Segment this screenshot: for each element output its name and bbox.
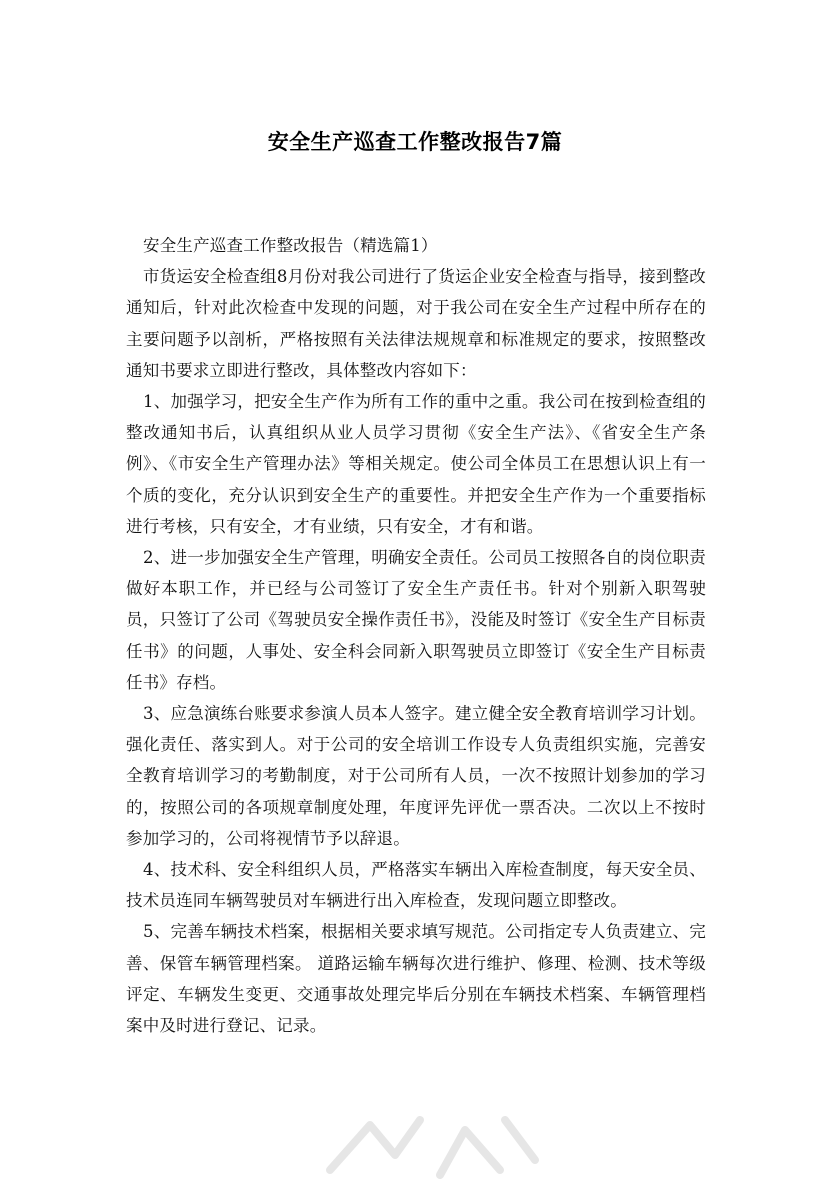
paragraph-item-2: 2、进一步加强安全生产管理，明确安全责任。公司员工按照各自的岗位职责做好本职工作，并已经与公司签订了安全生产责任书。针对个别新入职驾驶员，只签订了公司《驾驶员安全操作责任书》，没能及时签订《安全生产目标责任书》的问题，人事处、安全科会同新入职驾驶员立即签订《安全生产目标责任书》存档。 bbox=[126, 548, 706, 692]
section-heading: 安全生产巡查工作整改报告（精选篇1） bbox=[143, 236, 438, 255]
document-title: 安全生产巡查工作整改报告7篇 bbox=[267, 130, 563, 154]
paragraph-item-4: 4、技术科、安全科组织人员，严格落实车辆出入库检查制度，每天安全员、技术员连同车辆驾驶员对车辆进行出入库检查，发现问题立即整改。 bbox=[126, 860, 706, 911]
document-body bbox=[126, 230, 706, 1041]
paragraph-item-1: 1、加强学习，把安全生产作为所有工作的重中之重。我公司在按到检查组的整改通知书后，认真组织从业人员学习贯彻《安全生产法》、《省安全生产条例》、《市安全生产管理办法》等相关规定。使公司全体员工在思想认识上有一个质的变化，充分认识到安全生产的重要性。并把安全生产作为一个重要指标进行考核，只有安全，才有业绩，只有安全，才有和谐。 bbox=[126, 392, 706, 536]
paragraph-item-3: 3、应急演练台账要求参演人员本人签字。建立健全安全教育培训学习计划。强化责任、落实到人。对于公司的安全培训工作设专人负责组织实施，完善安全教育培训学习的考勤制度，对于公司所有人员，一次不按照计划参加的学习的，按照公司的各项规章制度处理，年度评先评优一票否决。二次以上不按时参加学习的，公司将视情节予以辞退。 bbox=[126, 704, 706, 848]
watermark-logo bbox=[300, 1100, 550, 1190]
paragraph-item-5: 5、完善车辆技术档案，根据相关要求填写规范。公司指定专人负责建立、完善、保管车辆管理档案。 道路运输车辆每次进行维护、修理、检测、技术等级评定、车辆发生变更、交通事故处理完毕后分别在车辆技术档案、车辆管理档案中及时进行登记、记录。 bbox=[126, 922, 706, 1036]
paragraph-intro: 市货运安全检查组8月份对我公司进行了货运企业安全检查与指导，接到整改通知后，针对此次检查中发现的问题，对于我公司在安全生产过程中所存在的主要问题予以剖析，严格按照有关法律法规规章和标准规定的要求，按照整改通知书要求立即进行整改，具体整改内容如下： bbox=[126, 267, 706, 380]
